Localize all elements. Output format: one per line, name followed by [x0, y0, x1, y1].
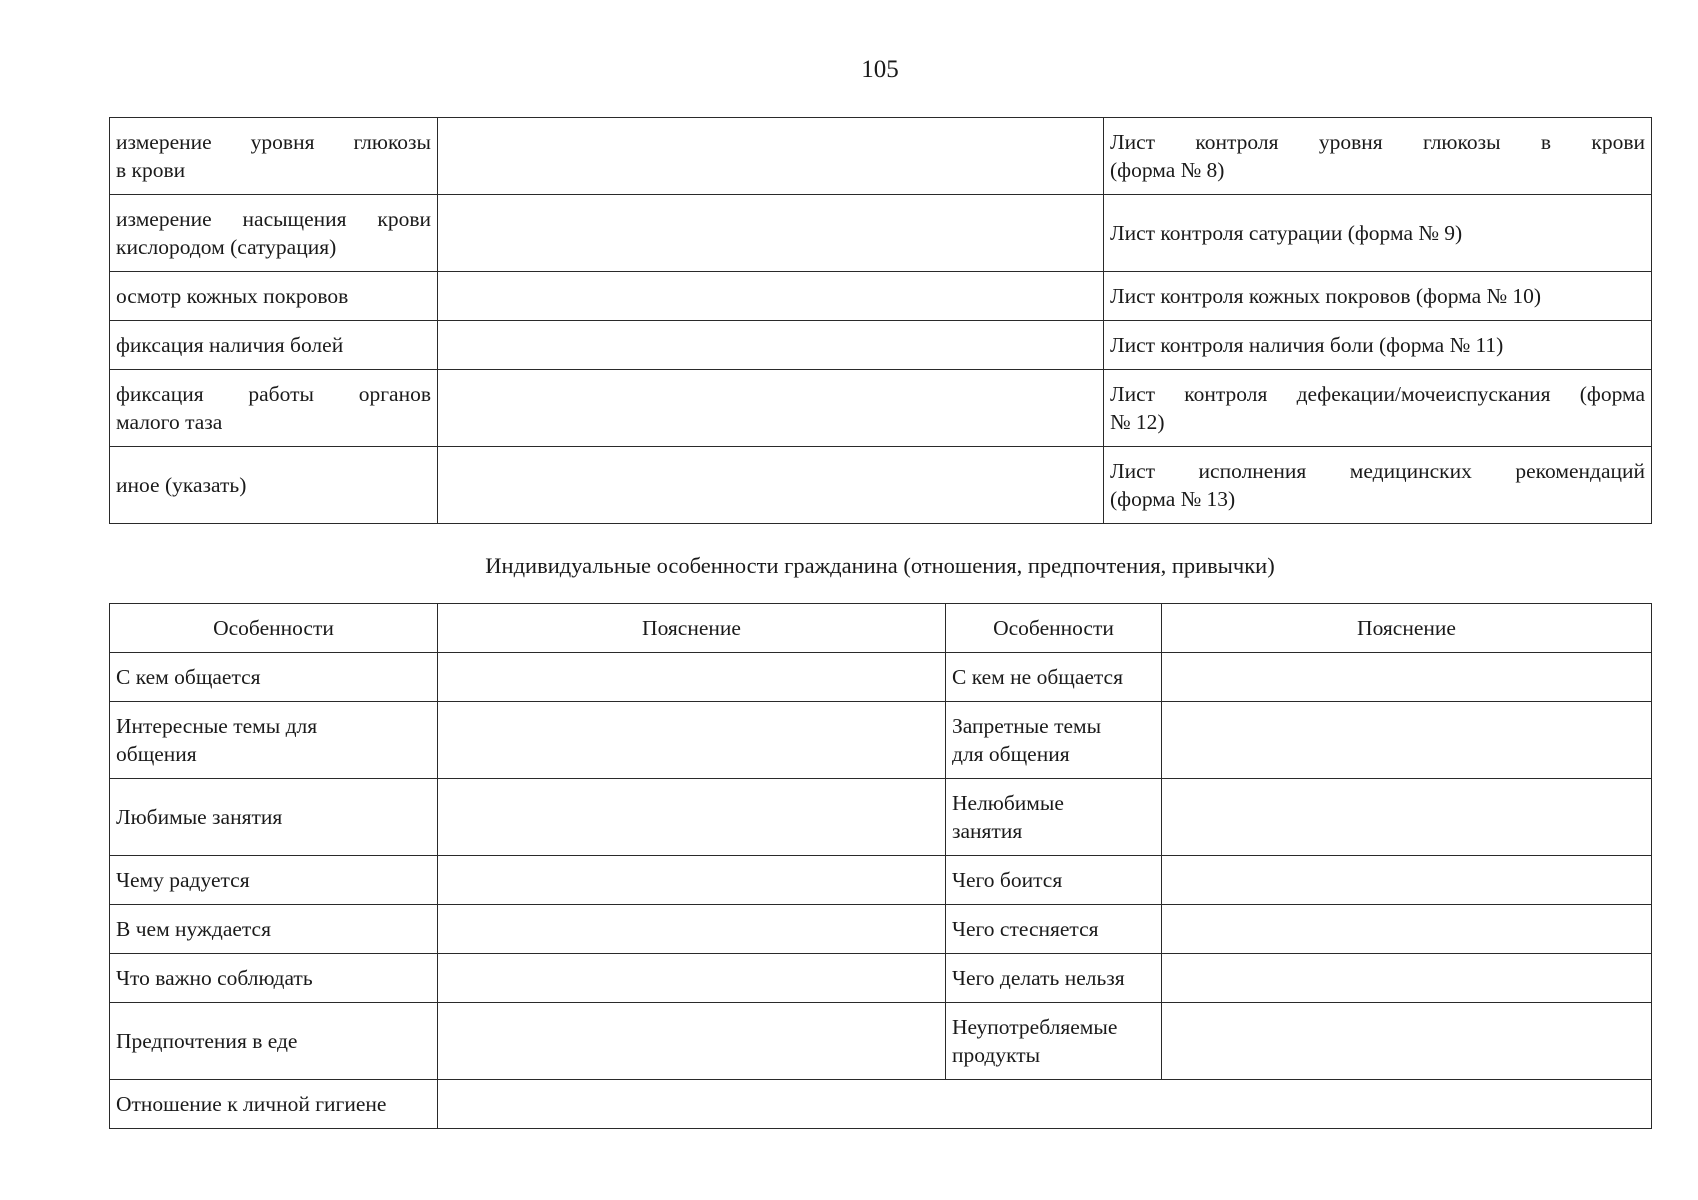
trait-text: Чего стесняется [952, 917, 1099, 941]
explanation-cell[interactable] [438, 702, 946, 779]
explanation-cell[interactable] [438, 954, 946, 1003]
column-header: Пояснение [1162, 604, 1652, 653]
activity-cell [110, 370, 438, 447]
header-row [110, 604, 1652, 653]
activity-cell [110, 195, 438, 272]
trait-text: Любимые занятия [116, 805, 283, 829]
explanation-cell[interactable] [438, 653, 946, 702]
table-row [110, 1080, 1652, 1129]
column-header: Особенности [110, 604, 438, 653]
trait-text: В чем нуждается [116, 917, 271, 941]
form-text: Лист контроля кожных покровов (форма № 10) [1110, 284, 1542, 308]
trait-label [946, 653, 1162, 702]
activity-cell [110, 447, 438, 524]
page-number: 105 [861, 56, 899, 83]
form-cell [1104, 447, 1652, 524]
notes-cell[interactable] [438, 118, 1104, 195]
trait-text: Чему радуется [116, 868, 250, 892]
table-row [110, 321, 1652, 370]
table-row [110, 1003, 1652, 1080]
activity-text: фиксация работы органов [116, 382, 431, 406]
trait-label [110, 779, 438, 856]
table-row [110, 702, 1652, 779]
column-header: Пояснение [438, 604, 946, 653]
table-row [110, 954, 1652, 1003]
explanation-cell[interactable] [1162, 1003, 1652, 1080]
explanation-cell[interactable] [1162, 779, 1652, 856]
form-cell [1104, 321, 1652, 370]
form-text: Лист контроля дефекации/мочеиспускания (форма [1110, 382, 1645, 406]
form-cell [1104, 272, 1652, 321]
trait-text: Отношение к личной гигиене [116, 1092, 387, 1116]
notes-cell[interactable] [438, 370, 1104, 447]
trait-text: Чего боится [952, 868, 1063, 892]
activity-text: осмотр кожных покровов [116, 284, 349, 308]
trait-label [110, 954, 438, 1003]
activity-text: иное (указать) [116, 473, 247, 497]
form-text: (форма № 13) [1110, 487, 1236, 511]
table-row [110, 856, 1652, 905]
table-row [110, 447, 1652, 524]
form-text: № 12) [1110, 410, 1165, 434]
trait-label [110, 653, 438, 702]
care-activities-table [109, 117, 1652, 524]
trait-text: Нелюбимые [952, 791, 1064, 815]
trait-label [946, 856, 1162, 905]
table-row [110, 779, 1652, 856]
trait-label [110, 856, 438, 905]
explanation-cell[interactable] [438, 1080, 1652, 1129]
table-row [110, 195, 1652, 272]
trait-label [110, 1080, 438, 1129]
trait-label [110, 702, 438, 779]
notes-cell[interactable] [438, 272, 1104, 321]
form-cell [1104, 118, 1652, 195]
trait-text: Предпочтения в еде [116, 1029, 298, 1053]
trait-label [946, 905, 1162, 954]
trait-text: С кем не общается [952, 665, 1123, 689]
trait-text: общения [116, 742, 197, 766]
trait-label [946, 954, 1162, 1003]
form-cell [1104, 370, 1652, 447]
trait-text: Неупотребляемые [952, 1015, 1118, 1039]
trait-text: С кем общается [116, 665, 261, 689]
notes-cell[interactable] [438, 195, 1104, 272]
activity-text: измерение уровня глюкозы [116, 130, 431, 154]
trait-text: Чего делать нельзя [952, 966, 1125, 990]
table-row [110, 370, 1652, 447]
form-text: Лист контроля сатурации (форма № 9) [1110, 221, 1463, 245]
form-cell [1104, 195, 1652, 272]
trait-label [110, 905, 438, 954]
trait-text: Интересные темы для [116, 714, 318, 738]
trait-label [946, 1003, 1162, 1080]
explanation-cell[interactable] [438, 1003, 946, 1080]
explanation-cell[interactable] [1162, 653, 1652, 702]
explanation-cell[interactable] [1162, 702, 1652, 779]
activity-cell [110, 272, 438, 321]
notes-cell[interactable] [438, 447, 1104, 524]
trait-text: продукты [952, 1043, 1041, 1067]
form-text: Лист контроля наличия боли (форма № 11) [1110, 333, 1504, 357]
individual-traits-table [109, 603, 1652, 1129]
trait-text: Запретные темы [952, 714, 1102, 738]
activity-text: кислородом (сатурация) [116, 235, 337, 259]
activity-text: фиксация наличия болей [116, 333, 344, 357]
table-row [110, 653, 1652, 702]
trait-label [946, 779, 1162, 856]
trait-text: для общения [952, 742, 1070, 766]
form-text: Лист исполнения медицинских рекомендаций [1110, 459, 1645, 483]
trait-label [946, 702, 1162, 779]
explanation-cell[interactable] [438, 856, 946, 905]
explanation-cell[interactable] [438, 905, 946, 954]
table-row [110, 905, 1652, 954]
trait-text: занятия [952, 819, 1023, 843]
explanation-cell[interactable] [438, 779, 946, 856]
activity-text: измерение насыщения крови [116, 207, 431, 231]
activity-text: малого таза [116, 410, 223, 434]
column-header: Особенности [946, 604, 1162, 653]
trait-label [110, 1003, 438, 1080]
explanation-cell[interactable] [1162, 856, 1652, 905]
explanation-cell[interactable] [1162, 905, 1652, 954]
explanation-cell[interactable] [1162, 954, 1652, 1003]
form-text: (форма № 8) [1110, 158, 1225, 182]
section-title: Индивидуальные особенности гражданина (отношения, предпочтения, привычки) [485, 553, 1275, 578]
trait-text: Что важно соблюдать [116, 966, 313, 990]
activity-text: в крови [116, 158, 186, 182]
table-row [110, 272, 1652, 321]
activity-cell [110, 321, 438, 370]
notes-cell[interactable] [438, 321, 1104, 370]
activity-cell [110, 118, 438, 195]
table-row [110, 118, 1652, 195]
form-text: Лист контроля уровня глюкозы в крови [1110, 130, 1645, 154]
